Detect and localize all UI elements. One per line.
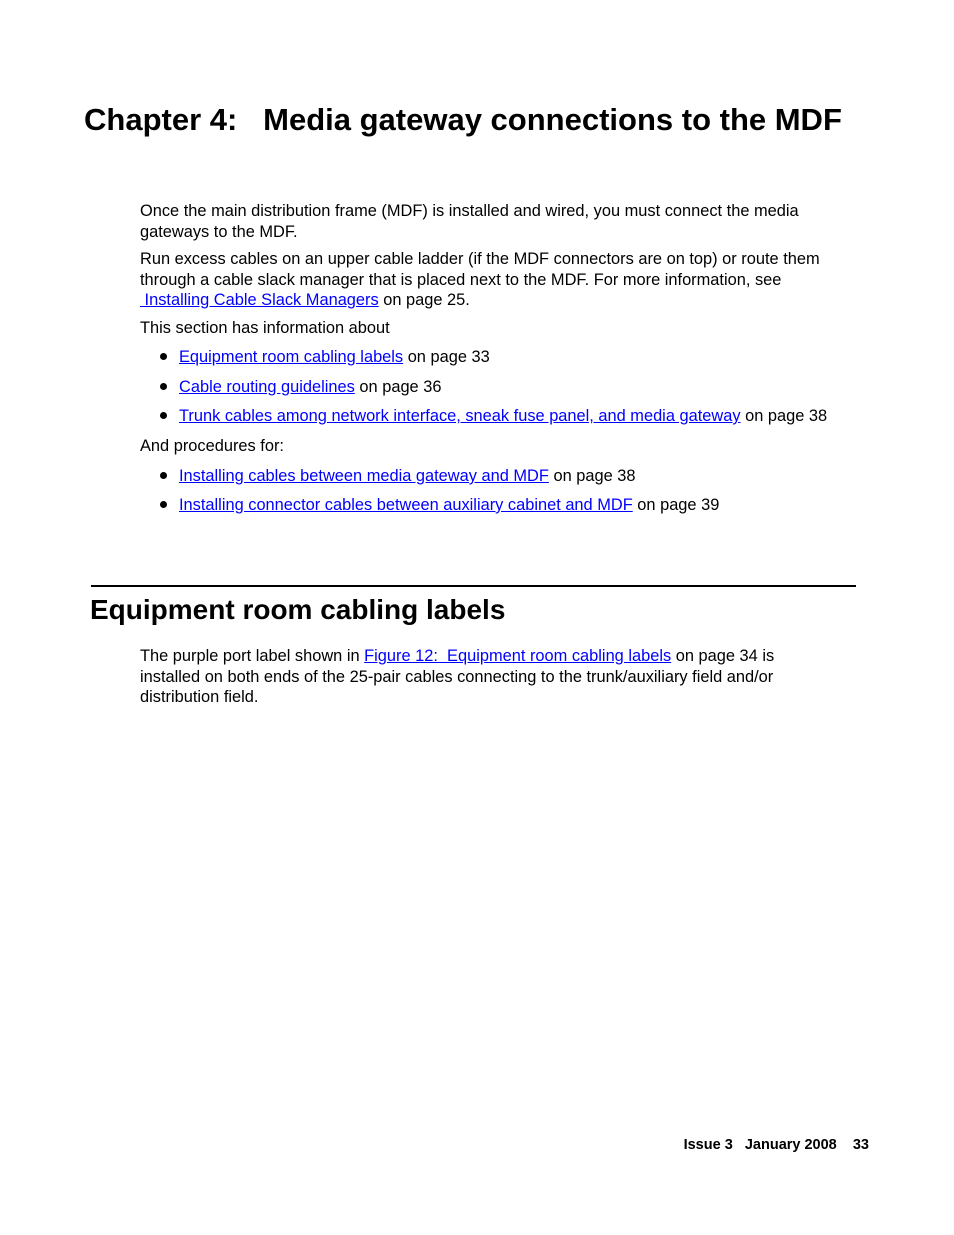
text-line: gateways to the MDF.	[140, 222, 298, 241]
text-line: Run excess cables on an upper cable ladder (if the MDF connectors are on top) or route them	[140, 250, 820, 268]
page-ref: on page 36	[354, 378, 442, 396]
list-item	[160, 377, 441, 397]
text-line: through a cable slack manager that is placed next to the MDF. For more information, see	[140, 270, 782, 289]
list-item	[160, 466, 636, 486]
link-cable-routing-guidelines[interactable]: Cable routing guidelines	[179, 378, 355, 396]
link-figure-12[interactable]: Figure 12: Equipment room cabling labels	[364, 647, 672, 665]
section-paragraph	[140, 646, 774, 708]
page-ref: on page 38	[740, 407, 828, 425]
chapter-title: Chapter 4: Media gateway connections to the MDF	[84, 102, 842, 137]
bullet-icon	[160, 383, 167, 390]
link-installing-cables-media-gateway[interactable]: Installing cables between media gateway and MDF	[179, 467, 549, 485]
bullet-icon	[160, 353, 167, 360]
section-divider	[91, 585, 856, 587]
procedures-intro: And procedures for:	[140, 437, 284, 455]
text-line	[140, 646, 774, 667]
intro-paragraph-1	[140, 201, 799, 242]
text: The purple port label shown in	[140, 647, 365, 665]
list-item	[160, 406, 827, 426]
intro-paragraph-3: This section has information about	[140, 319, 390, 337]
page-ref: on page 34 is	[671, 647, 775, 665]
text-line: installed on both ends of the 25-pair cables connecting to the trunk/auxiliary field and/or	[140, 667, 774, 686]
bullet-icon	[160, 412, 167, 419]
link-equipment-room-cabling-labels[interactable]: Equipment room cabling labels	[179, 348, 404, 366]
page-ref: on page 39	[632, 496, 720, 514]
text-line: Once the main distribution frame (MDF) is installed and wired, you must connect the media	[140, 202, 799, 220]
page-footer: Issue 3 January 2008 33	[683, 1137, 869, 1153]
page-ref: on page 25.	[378, 291, 470, 309]
list-item	[160, 347, 490, 367]
section-heading: Equipment room cabling labels	[90, 594, 506, 625]
intro-paragraph-2	[140, 249, 820, 311]
link-installing-cable-slack-managers[interactable]: Installing Cable Slack Managers	[140, 291, 379, 309]
bullet-icon	[160, 501, 167, 508]
page-ref: on page 38	[548, 467, 636, 485]
link-installing-connector-cables[interactable]: Installing connector cables between auxiliary cabinet and MDF	[179, 496, 633, 514]
text-line: distribution field.	[140, 688, 259, 706]
page-ref: on page 33	[403, 348, 490, 366]
text-line	[140, 290, 820, 311]
list-item	[160, 495, 719, 515]
bullet-icon	[160, 472, 167, 479]
link-trunk-cables[interactable]: Trunk cables among network interface, sneak fuse panel, and media gateway	[179, 407, 741, 425]
